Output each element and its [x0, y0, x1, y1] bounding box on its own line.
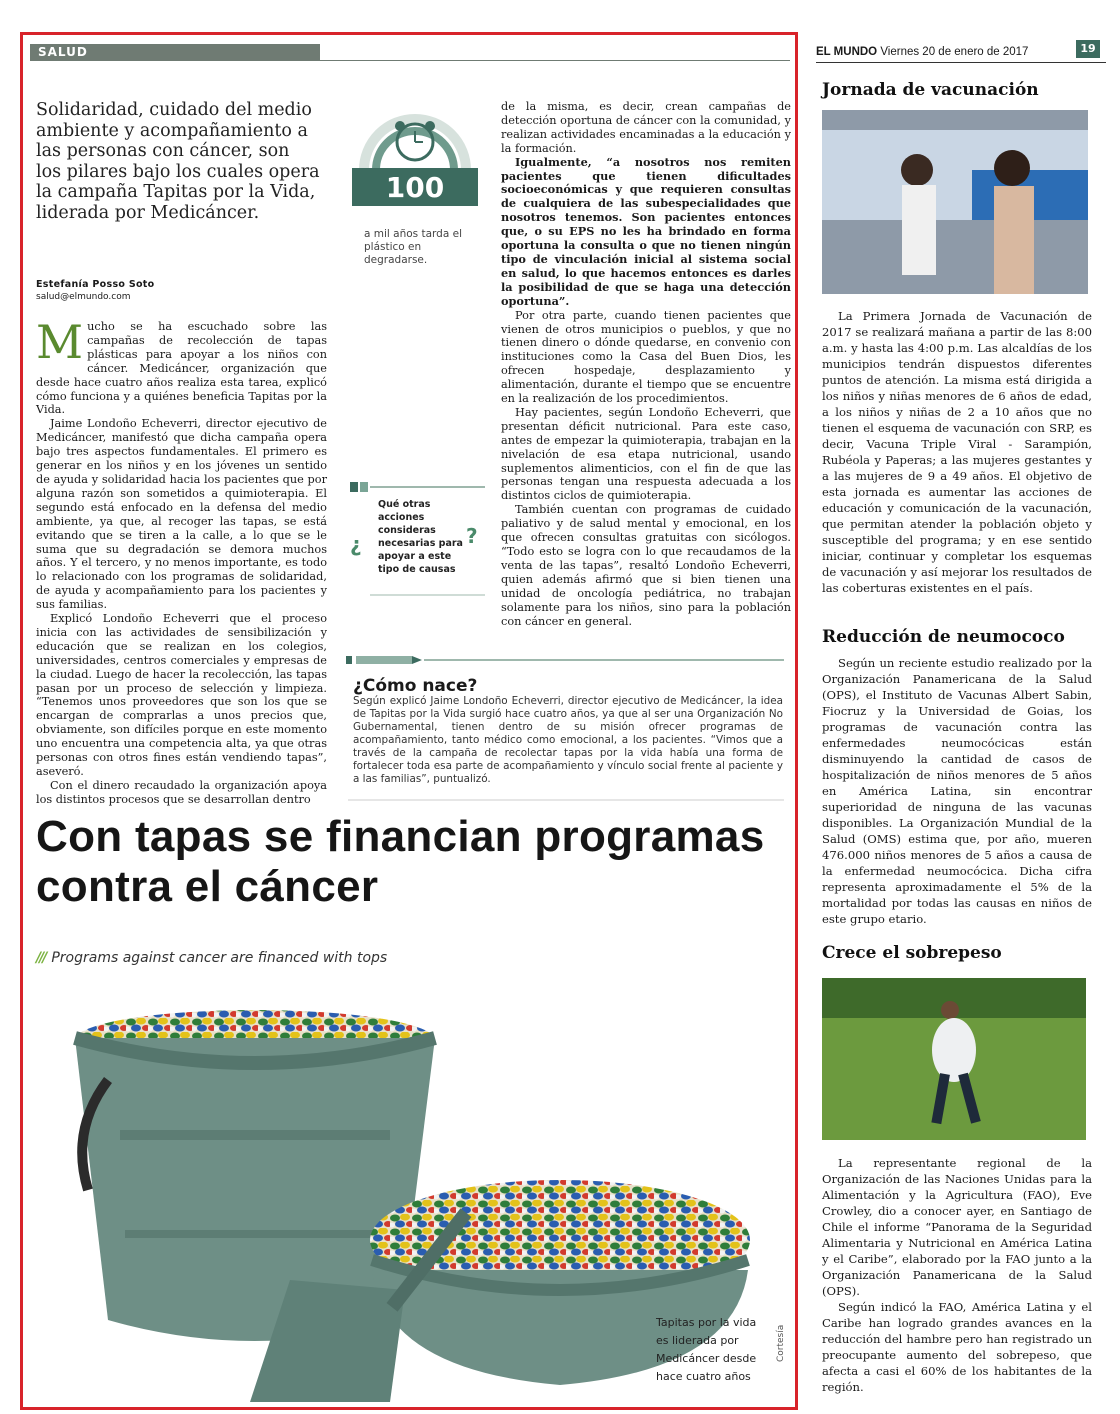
masthead: EL MUNDO Viernes 20 de enero de 2017 — [816, 46, 1029, 58]
sobrepeso-title: Crece el sobrepeso — [822, 943, 1002, 963]
paragraph: También cuentan con programas de cuidado paliativo y de salud mental y emocional, en los que ofrecen consultas gratuitas con sicólogos. “Todo esto se logra con lo que recaudamos de la venta de las tapas”, resaltó Londoño Echeverri, quien además afirmó que si bien tienen una unidad de oncología pediátrica, no trabajan solamente para los niños, sino para la población con cáncer en general. — [501, 503, 791, 628]
vacunacion-text: La Primera Jornada de Vacunación de 2017 se realizará mañana a partir de las 8:00 a.m. y hasta las 4:00 p.m. Las alcaldías de los municipios tendrán dispuestos diferentes puntos de atención. La misma está dirigida a los niños y niñas menores de 6 años de edad, a los niños y niñas de 2 a 10 años que no tienen el esquema de vacunación con SRP, es decir, Vacuna Triple Viral - Sarampión, Rubéola y Paperas; a las mujeres gestantes y a las mujeres de 9 a 49 años. El objetivo de esta jornada es aumentar las acciones de educación y comunicación de la vacunación, que permitan atender la población objeto y susceptible del programa; y en ese sentido iniciar, continuar y completar los esquemas de vacunación y así mejorar los resultados de las coberturas existentes en el país. — [822, 309, 1092, 595]
clock-graphic — [352, 86, 478, 170]
paragraph: Con el dinero recaudado la organización apoya los distintos procesos que se desarrollan dentro — [36, 778, 327, 806]
neumococo-title: Reducción de neumococo — [822, 627, 1065, 647]
como-nace-text: Según explicó Jaime Londoño Echeverri, director ejecutivo de Medicáncer, la idea de Tapitas por la Vida surgió hace cuatro años, ya que al ser una Organización No Gubernamental, tienen dentro de su misión ofrecer programas de acompañamiento, tanto médico como emocional, a los pacientes. “Vimos que a través de la campaña de recolectar tapas por la vida había una forma de fortalecer toda esa parte de acompañamiento y vínculo social frente al paciente y a las familias”, puntualizó. — [353, 695, 783, 785]
paragraph: Igualmente, “a nosotros nos remiten pacientes que tienen dificultades socioeconómicas y que requieren consultas de cualquiera de las subespecialidades que nosotros tenemos. Son pacientes entonces que, o su EPS no les ha brindado en forma oportuna la consulta o que no tienen ningún tipo de vinculación inicial al sistema social en salud, lo que hacemos entonces es darles la posibilidad de que se haga una detección oportuna”. — [501, 154, 791, 308]
question-close-icon: ? — [466, 524, 478, 548]
page-number: 19 — [1076, 40, 1100, 58]
stat-caption: a mil años tarda el plástico en degradarse. — [364, 228, 462, 266]
paragraph: de la misma, es decir, crean campañas de detección oportuna de cáncer con la comunidad, y realizan actividades encaminadas a la educación y la formación. — [501, 100, 791, 155]
section-label: SALUD — [30, 44, 320, 61]
paragraph: Hay pacientes, según Londoño Echeverri, que presentan déficit nutricional. Para este caso, antes de empezar la quimioterapia, trabajan en la nivelación de esa etapa nutricional, usando suplementos alimenticios, con el fin de que las personas tengan una respuesta adecuada a los distintos ciclos de quimioterapia. — [501, 405, 791, 503]
article-deck: Solidaridad, cuidado del medio ambiente y acompañamiento a las personas con cáncer, son los pilares bajo los cuales opera la campaña Tapitas por la Vida, liderada por Medicáncer. — [36, 100, 320, 223]
photo-credit: Cortesía — [776, 1324, 786, 1362]
body-column-3 — [501, 100, 791, 628]
paragraph: Por otra parte, cuando tienen pacientes que vienen de otros municipios o pueblos, y que no tienen dinero o dónde quedarse, en convenio con instituciones como la Casa del Buen Dios, les ofrecen hospedaje, desplazamiento y alimentación, durante el tiempo que se encuentre en la realización de los procedimientos. — [501, 308, 791, 406]
paragraph: ucho se ha escuchado sobre las campañas de recolección de tapas plásticas para apoyar a los niños con cáncer. Medicáncer, organización que desde hace cuatro años realiza esta tarea, explicó cómo funciona y a quiénes beneficia Tapitas por la Vida. — [36, 320, 327, 417]
byline: Estefanía Posso Soto — [36, 279, 155, 290]
question-open-icon: ¿ — [350, 532, 362, 556]
slash-icon: /// — [36, 950, 46, 966]
paragraph: Jaime Londoño Echeverri, director ejecutivo de Medicáncer, manifestó que dicha campaña opera bajo tres aspectos fundamentales. El primero es generar en los niños y en los jóvenes un sentido de ayuda y solidaridad hacia los pacientes que por alguna razón son sometidos a quimioterapia. El segundo está enfocado en la defensa del medio ambiente, ya que, al recoger las tapas, se está evitando que se tiren a la calle, a lo que se le suma que su degradación se demora muchos años. Y el tercero, y no menos importante, es todo lo relacionado con los programas de solidaridad, de ayuda y acompañamiento para los pacientes y sus familias. — [36, 417, 327, 612]
photo-caption: Tapitas por la vida es liderada por Medicáncer desde hace cuatro años — [656, 1316, 757, 1383]
stat-number: 100 — [352, 168, 478, 206]
pencil-icon — [356, 656, 412, 664]
author-email: salud@elmundo.com — [36, 292, 131, 302]
question-text: Qué otras acciones consideras necesarias para apoyar a este tipo de causas — [378, 499, 463, 575]
overweight-walker-photo — [822, 978, 1086, 1140]
english-subheadline: /// Programs against cancer are financed with tops — [36, 950, 388, 966]
body-column-1 — [36, 315, 327, 807]
neumococo-text: Según un reciente estudio realizado por la Organización Panamericana de la Salud (OPS), el Instituto de Vacunas Albert Sabin, Fiocruz y la Universidad de Goias, los programas de vacunación contra las enfermedades neumocócicas están disminuyendo la cantidad de casos de hospitalización de niños menores de 5 años en América Latina, sin encontrar superioridad de ninguna de las vacunas disponibles. La Organización Mundial de la Salud (OMS) estima que, por año, mueren 476.000 niños menores de 5 años a causa de la enfermedad neumocócica. Dicha cifra representa aproximadamente el 5% de la mortalidad por todas las causas en niños de este grupo etario. — [822, 656, 1092, 926]
sobrepeso-text: La representante regional de la Organización de las Naciones Unidas para la Alimentación y la Agricultura (FAO), Eve Crowley, dio a conocer ayer, en Santiago de Chile el informe “Panorama de la Seguridad Alimentaria y Nutricional en América Latina y el Caribe”, elaborado por la FAO junto a la Organización Panamericana de la Salud (OPS). Según indicó la FAO, América Latina y el Caribe han logrado grandes avances en la reducción del hambre pero han registrado un preocupante aumento del sobrepeso, que afecta a casi el 60% de los habitantes de la región. — [822, 1156, 1092, 1394]
como-nace-title: ¿Cómo nace? — [353, 676, 478, 696]
masthead-rule — [816, 62, 1106, 63]
drop-cap: M — [36, 315, 84, 369]
headline: Con tapas se financian programas contra el cáncer — [36, 812, 765, 911]
vaccination-photo — [822, 110, 1088, 294]
section-rule — [30, 60, 790, 61]
paragraph: Explicó Londoño Echeverri que el proceso inicia con las actividades de sensibilización y educación que se realizan en los colegios, universidades, centros comerciales y empresas de la ciudad. Luego de hacer la recolección, las tapas pasan por un proceso de selección y limpieza. “Tenemos unos proveedores que son los que se encargan de comprarlas a unos precios que, obviamente, son difíciles porque en este momento uno encuentra una competencia alta, ya que otras personas con otros fines están vendiendo tapas”, aseveró. — [36, 612, 327, 778]
vacunacion-title: Jornada de vacunación — [822, 80, 1039, 100]
